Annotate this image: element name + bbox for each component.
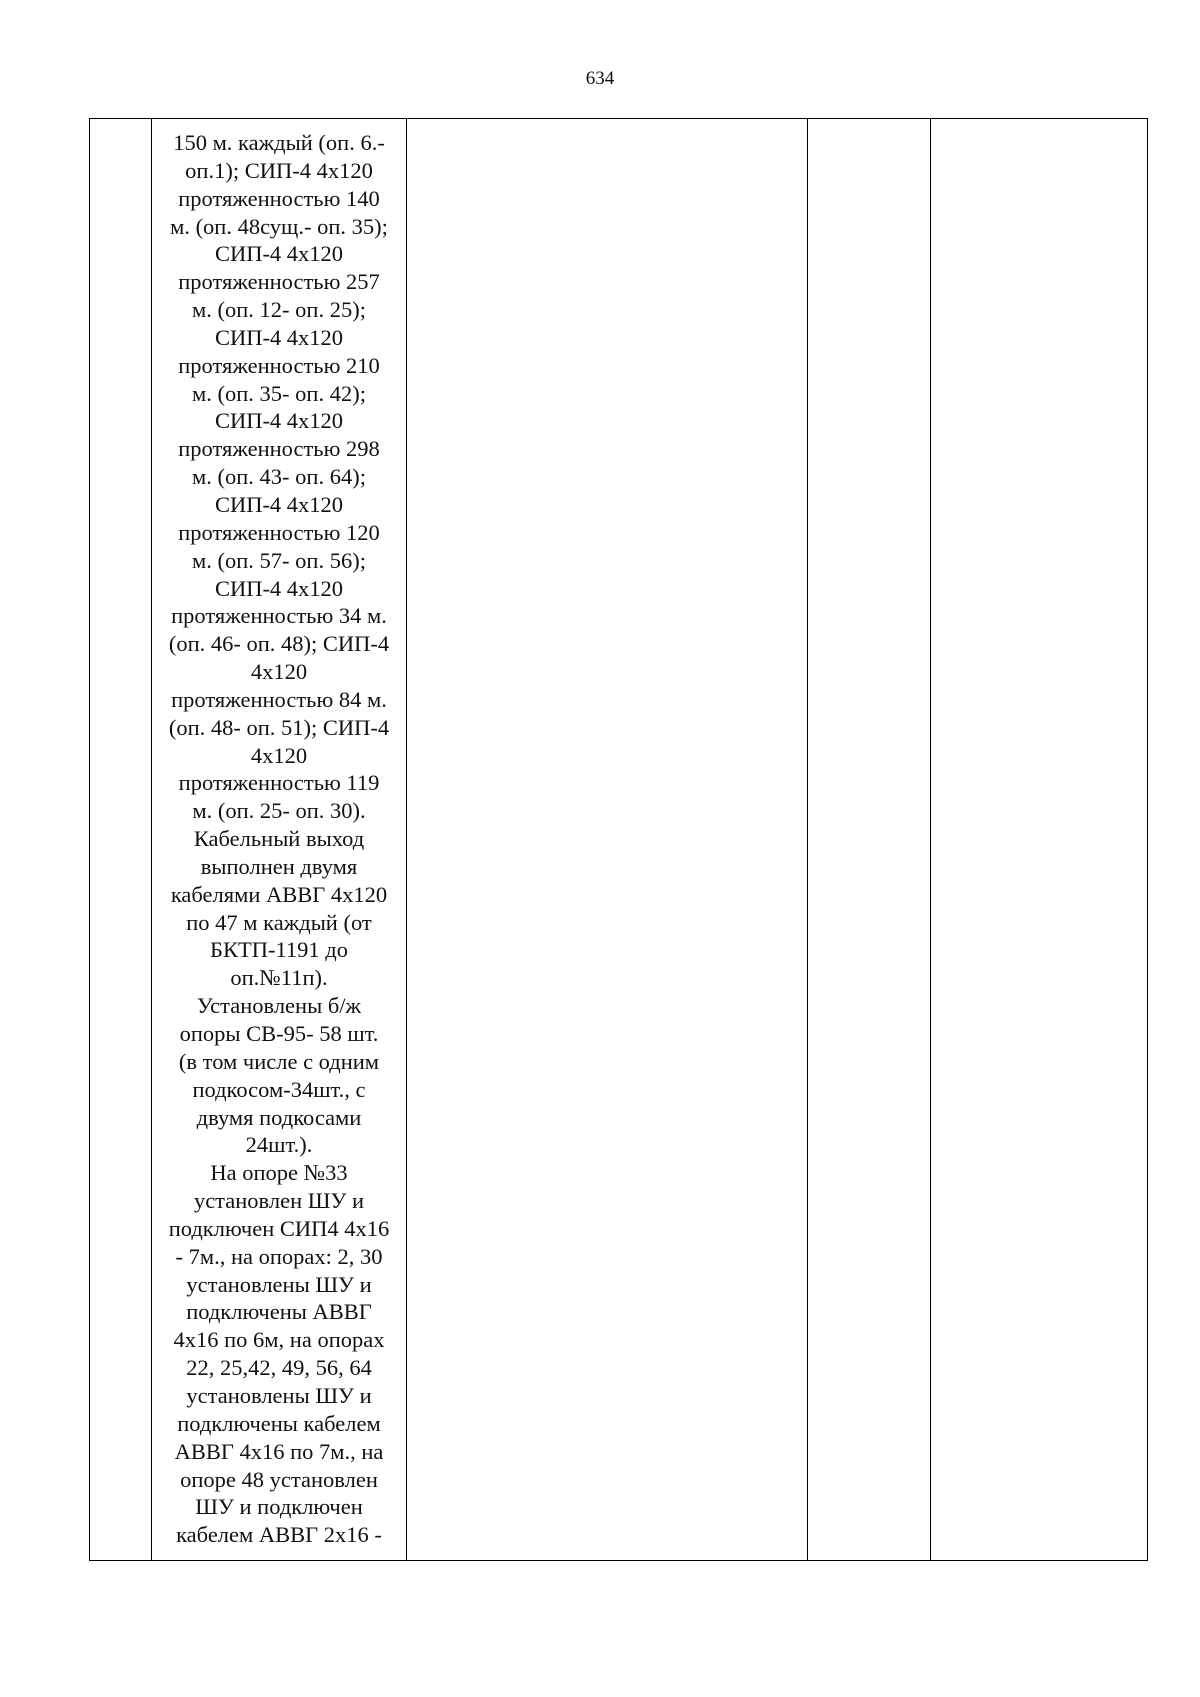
- text-line: м. (оп. 48сущ.- оп. 35);: [170, 213, 388, 239]
- text-line: оп.№11п).: [230, 965, 328, 991]
- text-line: двумя подкосами: [196, 1104, 362, 1130]
- text-line: установлены ШУ и: [186, 1382, 372, 1408]
- text-line: (в том числе с одним: [178, 1048, 380, 1074]
- text-line: 4х16 по 6м, на опорах: [173, 1327, 385, 1353]
- text-line: м. (оп. 35- оп. 42);: [192, 380, 366, 406]
- text-line: 22, 25,42, 49, 56, 64: [186, 1355, 372, 1381]
- text-line: подкосом-34шт., с: [192, 1076, 366, 1102]
- table-cell-col1: [90, 119, 152, 1561]
- text-line: СИП-4 4х120: [214, 408, 344, 434]
- text-line: оп.1); СИП-4 4х120: [185, 157, 373, 183]
- text-line: Кабельный выход: [193, 826, 365, 852]
- text-line: по 47 м каждый (от: [186, 909, 372, 935]
- text-line: опоры СВ-95- 58 шт.: [179, 1021, 379, 1046]
- text-line: выполнен двумя: [200, 853, 358, 879]
- text-line: 24шт.).: [245, 1132, 313, 1158]
- table-cell-col4: [808, 119, 931, 1561]
- text-line: (оп. 48- оп. 51); СИП-4: [168, 714, 390, 740]
- text-line: 4х120: [250, 742, 308, 768]
- text-line: 4х120: [250, 659, 308, 685]
- text-line: СИП-4 4х120: [214, 491, 344, 517]
- table-row: [90, 119, 1148, 1561]
- text-line: - 7м., на опорах: 2, 30: [175, 1243, 383, 1269]
- table-cell-col2: [152, 119, 407, 1561]
- page-number: 634: [585, 68, 615, 89]
- text-line: кабелем АВВГ 2х16 -: [176, 1522, 382, 1548]
- text-line: протяженностью 120: [178, 519, 380, 545]
- document-table: [89, 118, 1148, 1561]
- text-line: протяженностью 257: [178, 269, 380, 295]
- text-line: протяженностью 119: [178, 770, 380, 796]
- text-line: ШУ и подключен: [195, 1494, 363, 1520]
- text-line: протяженностью 140: [178, 185, 380, 211]
- text-line: протяженностью 298: [178, 436, 380, 462]
- text-line: СИП-4 4х120: [214, 241, 344, 267]
- text-line: установлены ШУ и: [186, 1271, 372, 1297]
- text-line: м. (оп. 25- оп. 30).: [192, 798, 366, 824]
- text-line: СИП-4 4х120: [214, 575, 344, 601]
- table-cell-col5: [931, 119, 1148, 1561]
- text-line: м. (оп. 12- оп. 25);: [192, 297, 366, 323]
- text-line: м. (оп. 43- оп. 64);: [192, 464, 366, 490]
- table-cell-col3: [407, 119, 808, 1561]
- text-line: м. (оп. 57- оп. 56);: [192, 547, 366, 573]
- text-line: подключены кабелем: [177, 1410, 381, 1436]
- text-line: протяженностью 84 м.: [171, 686, 387, 712]
- text-line: (оп. 46- оп. 48); СИП-4: [168, 631, 390, 657]
- text-line: БКТП-1191 до: [210, 937, 348, 963]
- text-line: АВВГ 4х16 по 7м., на: [174, 1438, 384, 1464]
- text-line: 150 м. каждый (оп. 6.-: [173, 130, 385, 155]
- text-line: Установлены б/ж: [196, 993, 362, 1019]
- text-line: установлен ШУ и: [193, 1188, 365, 1214]
- text-line: протяженностью 210: [178, 352, 380, 378]
- text-line: кабелями АВВГ 4х120: [170, 881, 388, 907]
- description-text: [152, 119, 406, 1549]
- text-line: подключены АВВГ: [186, 1299, 372, 1325]
- text-line: опоре 48 установлен: [180, 1466, 378, 1492]
- text-line: На опоре №33: [210, 1160, 348, 1186]
- text-line: протяженностью 34 м.: [171, 603, 387, 629]
- text-line: СИП-4 4х120: [214, 324, 344, 350]
- text-line: подключен СИП4 4х16: [168, 1215, 390, 1241]
